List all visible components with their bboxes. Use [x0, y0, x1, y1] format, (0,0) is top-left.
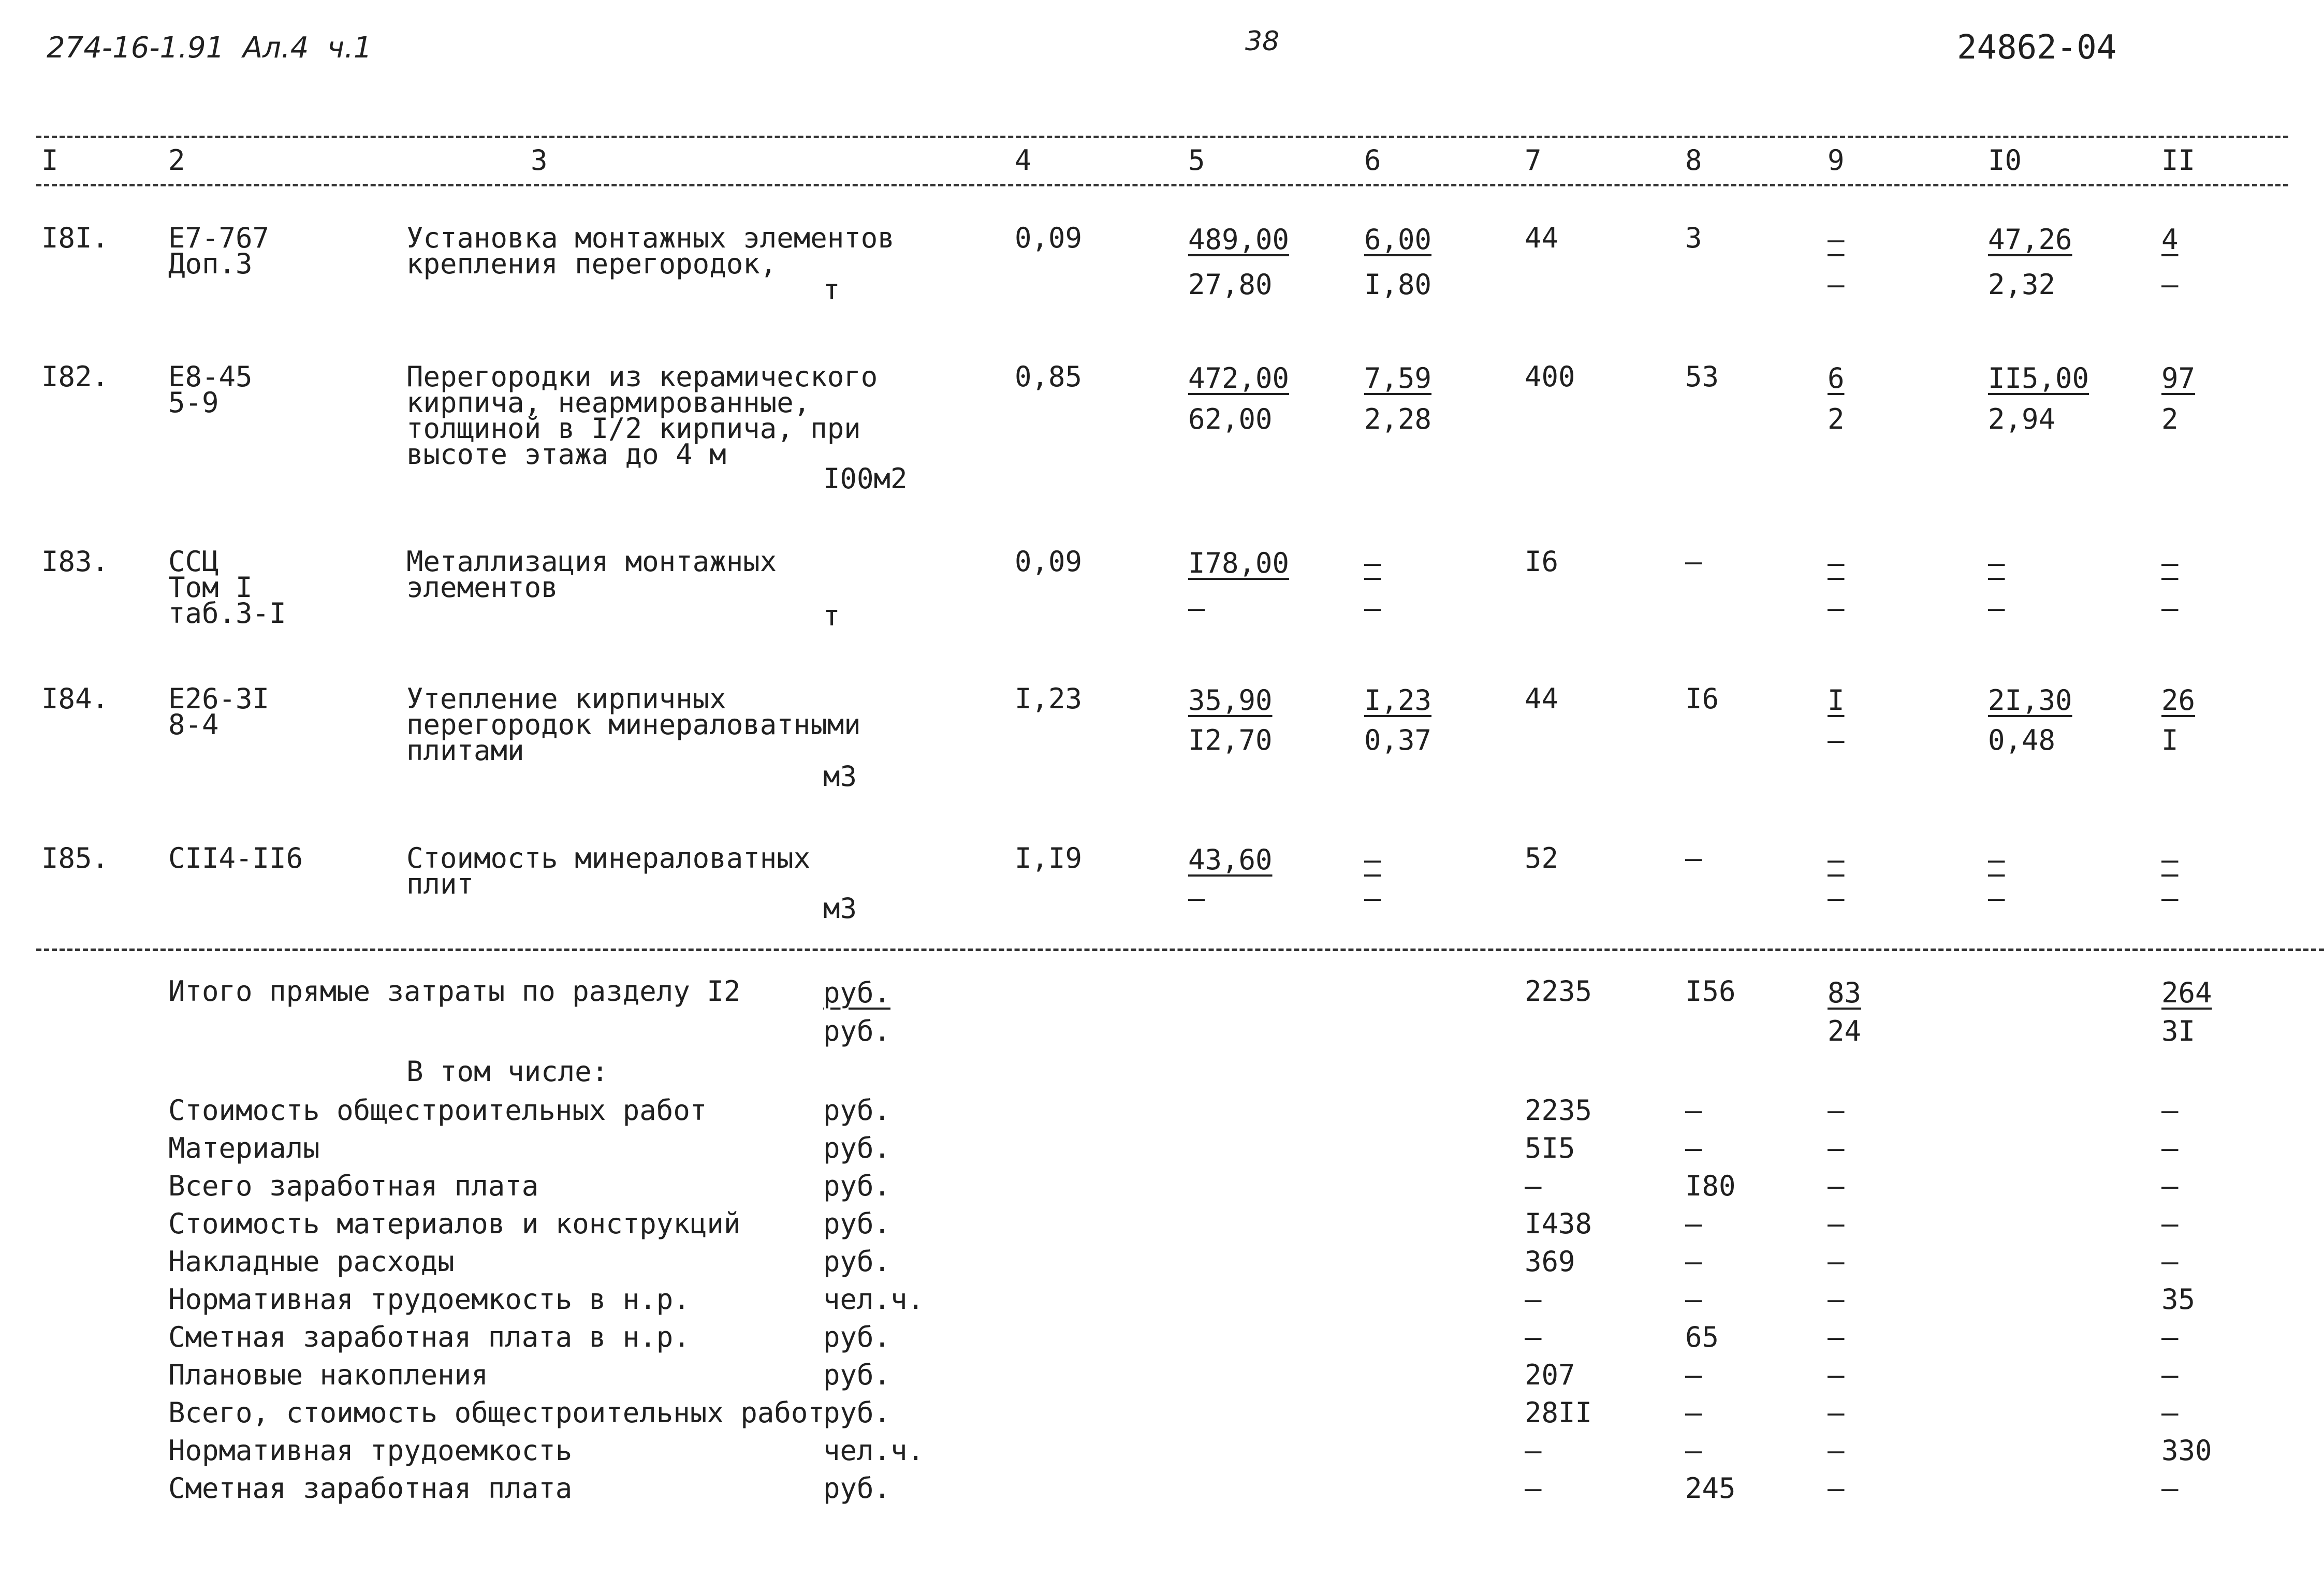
col9-bottom: 2	[1828, 403, 1845, 435]
breakdown-label: Стоимость материалов и конструкций	[168, 1207, 741, 1240]
norm-code: СII4-II6	[168, 842, 303, 874]
breakdown-label: Всего, стоимость общестроительных работ	[168, 1396, 825, 1429]
breakdown-col9: –	[1828, 1170, 1845, 1202]
breakdown-label: Сметная заработная плата	[168, 1472, 573, 1505]
work-name: Металлизация монтажных элементов	[406, 545, 777, 604]
col9-top: –	[1828, 843, 1845, 876]
norm-code: Е7-767 Доп.3	[168, 222, 270, 280]
breakdown-col8: –	[1685, 1132, 1702, 1164]
breakdown-unit: чел.ч.	[823, 1283, 925, 1316]
machine-cost: 7,59	[1364, 362, 1432, 395]
breakdown-label: Нормативная трудоемкость в н.р.	[168, 1283, 690, 1316]
totals-labor-bottom: 3I	[2161, 1015, 2196, 1047]
labor-norm: –	[1988, 547, 2005, 579]
norm-code: ССЦ Том I таб.3-I	[168, 545, 286, 630]
breakdown-col11: –	[2161, 1359, 2179, 1391]
breakdown-col7: –	[1525, 1434, 1542, 1467]
col9-top: –	[1828, 223, 1845, 256]
row-number: I85.	[41, 842, 109, 874]
breakdown-col8: –	[1685, 1207, 1702, 1240]
breakdown-col9: –	[1828, 1245, 1845, 1278]
machine-wages: –	[1364, 882, 1381, 914]
norm-code: Е8-45 5-9	[168, 360, 253, 419]
breakdown-col11: 330	[2161, 1434, 2212, 1467]
breakdown-col7: 369	[1525, 1245, 1575, 1278]
breakdown-label: Нормативная трудоемкость	[168, 1434, 573, 1467]
total-cost: 44	[1525, 682, 1559, 715]
labor-norm: II5,00	[1988, 362, 2089, 395]
breakdown-unit: руб.	[823, 1094, 891, 1127]
breakdown-col7: I438	[1525, 1207, 1592, 1240]
column-header-2: 2	[168, 144, 185, 177]
unit-cost-total: I78,00	[1188, 547, 1290, 579]
unit-cost-wages: I2,70	[1188, 724, 1273, 756]
row-number: I84.	[41, 682, 109, 715]
header-bottom-separator	[36, 184, 2288, 186]
document-reference: 274-16-1.91 Ал.4 ч.1	[47, 31, 372, 65]
machine-wages: 0,37	[1364, 724, 1432, 756]
breakdown-unit: руб.	[823, 1359, 891, 1391]
quantity: I,I9	[1015, 842, 1083, 874]
machine-cost: 6,00	[1364, 223, 1432, 256]
labor-total-machine: –	[2161, 592, 2179, 624]
column-header-7: 7	[1525, 144, 1542, 177]
breakdown-col7: 28II	[1525, 1396, 1592, 1429]
breakdown-col8: I80	[1685, 1170, 1736, 1202]
column-header-5: 5	[1188, 144, 1205, 177]
breakdown-col8: 65	[1685, 1321, 1719, 1353]
breakdown-label: Плановые накопления	[168, 1359, 488, 1391]
unit: м3	[823, 760, 857, 793]
breakdown-col11: –	[2161, 1321, 2179, 1353]
col9-top: –	[1828, 547, 1845, 579]
breakdown-col7: –	[1525, 1472, 1542, 1505]
labor-total: –	[2161, 843, 2179, 876]
breakdown-col8: –	[1685, 1094, 1702, 1127]
column-header-1: I	[41, 144, 59, 177]
unit: м3	[823, 892, 857, 925]
column-header-10: I0	[1988, 144, 2022, 177]
including-label: В том числе:	[406, 1055, 609, 1088]
breakdown-label: Материалы	[168, 1132, 320, 1164]
column-header-6: 6	[1364, 144, 1381, 177]
col9-bottom: –	[1828, 882, 1845, 914]
breakdown-col7: –	[1525, 1170, 1542, 1202]
col9-bottom: –	[1828, 268, 1845, 301]
totals-label: Итого прямые затраты по разделу I2	[168, 975, 741, 1008]
breakdown-col9: –	[1828, 1321, 1845, 1353]
total-cost: 52	[1525, 842, 1559, 874]
breakdown-label: Накладные расходы	[168, 1245, 455, 1278]
labor-total-machine: –	[2161, 882, 2179, 914]
machine-wages: 2,28	[1364, 403, 1432, 435]
breakdown-col11: –	[2161, 1207, 2179, 1240]
breakdown-col11: –	[2161, 1396, 2179, 1429]
labor-norm-machine: 2,94	[1988, 403, 2056, 435]
labor-total: 26	[2161, 684, 2196, 717]
breakdown-unit: чел.ч.	[823, 1434, 925, 1467]
breakdown-col7: –	[1525, 1283, 1542, 1316]
labor-total: 97	[2161, 362, 2196, 395]
breakdown-unit: руб.	[823, 1132, 891, 1164]
total-cost: 400	[1525, 360, 1575, 393]
labor-norm-machine: 0,48	[1988, 724, 2056, 756]
breakdown-col9: –	[1828, 1094, 1845, 1127]
col9-top: 6	[1828, 362, 1845, 395]
machine-cost: I,23	[1364, 684, 1432, 717]
machine-wages: I,80	[1364, 268, 1432, 301]
breakdown-col9: –	[1828, 1396, 1845, 1429]
breakdown-col11: –	[2161, 1245, 2179, 1278]
wages: –	[1685, 545, 1702, 578]
breakdown-unit: руб.	[823, 1245, 891, 1278]
breakdown-col9: –	[1828, 1359, 1845, 1391]
unit-cost-wages: 62,00	[1188, 403, 1273, 435]
breakdown-col8: 245	[1685, 1472, 1736, 1505]
labor-total: 4	[2161, 223, 2179, 256]
labor-norm: 47,26	[1988, 223, 2072, 256]
col9-bottom: –	[1828, 592, 1845, 624]
page-number: 38	[1245, 26, 1280, 57]
breakdown-col11: –	[2161, 1170, 2179, 1202]
machine-cost: –	[1364, 547, 1381, 579]
labor-norm-machine: –	[1988, 592, 2005, 624]
labor-norm-machine: 2,32	[1988, 268, 2056, 301]
quantity: I,23	[1015, 682, 1083, 715]
unit: т	[823, 600, 840, 632]
breakdown-col11: –	[2161, 1094, 2179, 1127]
breakdown-label: Всего заработная плата	[168, 1170, 539, 1202]
labor-total-machine: –	[2161, 268, 2179, 301]
breakdown-col7: –	[1525, 1321, 1542, 1353]
quantity: 0,85	[1015, 360, 1083, 393]
labor-total-machine: 2	[2161, 403, 2179, 435]
unit-cost-total: 43,60	[1188, 843, 1273, 876]
breakdown-col11: –	[2161, 1132, 2179, 1164]
quantity: 0,09	[1015, 545, 1083, 578]
wages: I6	[1685, 682, 1719, 715]
machine-wages: –	[1364, 592, 1381, 624]
breakdown-unit: руб.	[823, 1472, 891, 1505]
totals-separator	[36, 949, 2324, 951]
labor-norm: –	[1988, 843, 2005, 876]
column-header-9: 9	[1828, 144, 1845, 177]
breakdown-label: Сметная заработная плата в н.р.	[168, 1321, 690, 1353]
document-code: 24862-04	[1957, 28, 2117, 67]
unit-cost-wages: –	[1188, 592, 1205, 624]
labor-total-machine: I	[2161, 724, 2179, 756]
breakdown-label: Стоимость общестроительных работ	[168, 1094, 707, 1127]
norm-code: Е26-3I 8-4	[168, 682, 270, 741]
column-header-4: 4	[1015, 144, 1032, 177]
breakdown-col9: –	[1828, 1207, 1845, 1240]
work-name: Стоимость минераловатных плит	[406, 842, 811, 900]
machine-cost: –	[1364, 843, 1381, 876]
breakdown-unit: руб.	[823, 1321, 891, 1353]
breakdown-col8: –	[1685, 1359, 1702, 1391]
breakdown-col9: –	[1828, 1472, 1845, 1505]
breakdown-col8: –	[1685, 1245, 1702, 1278]
unit-cost-wages: –	[1188, 882, 1205, 914]
wages: 3	[1685, 222, 1702, 254]
row-number: I8I.	[41, 222, 109, 254]
totals-total-cost: 2235	[1525, 975, 1592, 1008]
column-header-3: 3	[531, 144, 548, 177]
labor-norm-machine: –	[1988, 882, 2005, 914]
totals-labor-top: 264	[2161, 976, 2212, 1009]
breakdown-col11: 35	[2161, 1283, 2196, 1316]
breakdown-col7: 207	[1525, 1359, 1575, 1391]
breakdown-col9: –	[1828, 1283, 1845, 1316]
row-number: I83.	[41, 545, 109, 578]
total-cost: 44	[1525, 222, 1559, 254]
labor-norm: 2I,30	[1988, 684, 2072, 717]
breakdown-unit: руб.	[823, 1396, 891, 1429]
unit-cost-total: 489,00	[1188, 223, 1290, 256]
unit-cost-total: 35,90	[1188, 684, 1273, 717]
wages: 53	[1685, 360, 1719, 393]
column-header-11: II	[2161, 144, 2196, 177]
work-name: Перегородки из керамического кирпича, неармированные, толщиной в I/2 кирпича, при высоте этажа до 4 м	[406, 360, 878, 471]
breakdown-col7: 5I5	[1525, 1132, 1575, 1164]
breakdown-col8: –	[1685, 1283, 1702, 1316]
unit-cost-total: 472,00	[1188, 362, 1290, 395]
row-number: I82.	[41, 360, 109, 393]
breakdown-col9: –	[1828, 1132, 1845, 1164]
work-name: Утепление кирпичных перегородок минераловатными плитами	[406, 682, 861, 767]
totals-col9-top: 83	[1828, 976, 1862, 1009]
work-name: Установка монтажных элементов крепления перегородок,	[406, 222, 895, 280]
unit: т	[823, 273, 840, 306]
breakdown-col8: –	[1685, 1434, 1702, 1467]
breakdown-unit: руб.	[823, 1207, 891, 1240]
totals-unit-bottom: руб.	[823, 1015, 891, 1047]
totals-col9-bottom: 24	[1828, 1015, 1862, 1047]
breakdown-unit: руб.	[823, 1170, 891, 1202]
header-top-separator	[36, 136, 2288, 138]
unit: I00м2	[823, 462, 908, 495]
total-cost: I6	[1525, 545, 1559, 578]
breakdown-col9: –	[1828, 1434, 1845, 1467]
totals-unit-top: руб.	[823, 976, 891, 1009]
unit-cost-wages: 27,80	[1188, 268, 1273, 301]
column-header-8: 8	[1685, 144, 1702, 177]
labor-total: –	[2161, 547, 2179, 579]
col9-bottom: –	[1828, 724, 1845, 756]
wages: –	[1685, 842, 1702, 874]
breakdown-col8: –	[1685, 1396, 1702, 1429]
col9-top: I	[1828, 684, 1845, 717]
breakdown-col11: –	[2161, 1472, 2179, 1505]
totals-wages: I56	[1685, 975, 1736, 1008]
breakdown-col7: 2235	[1525, 1094, 1592, 1127]
quantity: 0,09	[1015, 222, 1083, 254]
